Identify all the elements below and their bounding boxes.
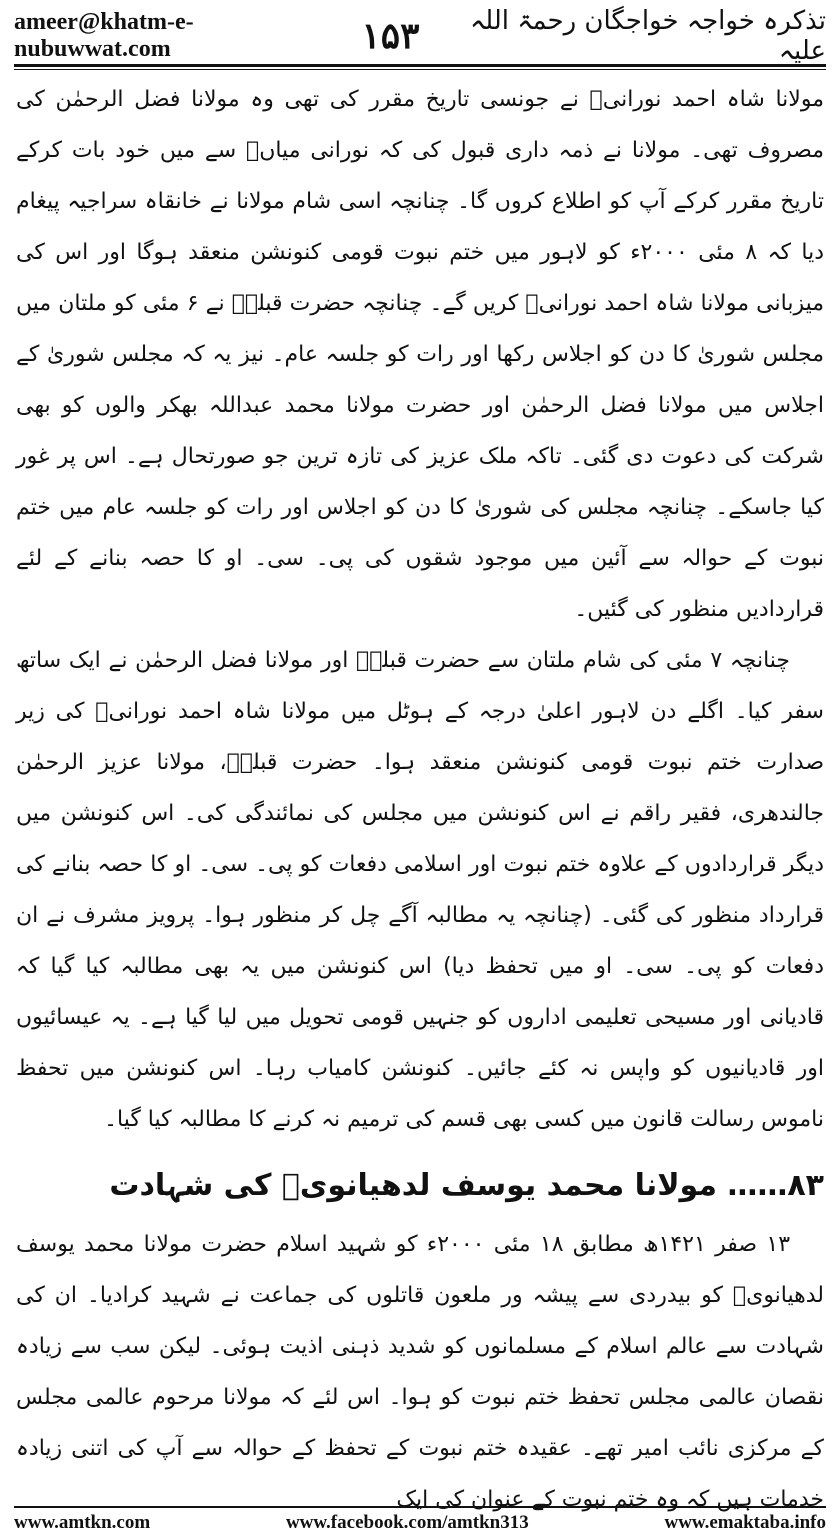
page-number: ۱۵۳ <box>361 15 420 57</box>
section-heading: ۸۳…… مولانا محمد یوسف لدھیانویؒ کی شہادت <box>109 1168 824 1203</box>
page-header <box>14 8 826 64</box>
body-paragraph: ۱۳ صفر ۱۴۲۱ھ مطابق ۱۸ مئی ۲۰۰۰ء کو شہید اسلام حضرت مولانا محمد یوسف لدھیانویؒ کو بیدردی سے پیشہ ور ملعون قاتلوں کی جماعت نے شہید کرادیا۔ ان کی شہادت سے عالم اسلام کے مسلمانوں کو شدید ذہنی اذیت ہوئی۔ لیکن سب سے زیادہ نقصان عالمی مجلس تحفظ ختم نبوت کو ہوا۔ اس لئے کہ مولانا مرحوم عالمی مجلس کے مرکزی نائب امیر تھے۔ عقیدہ ختم نبوت کے تحفظ کے حوالہ سے آپ کی اتنی زیادہ خدمات ہیں کہ وہ ختم نبوت کے عنوان کی ایک <box>16 1232 824 1512</box>
header-rule <box>14 64 826 67</box>
header-left-group <box>14 9 419 63</box>
page-body <box>16 74 824 1525</box>
header-rule-thin <box>14 69 826 70</box>
footer-link-amtkn[interactable]: www.amtkn.com <box>14 1512 151 1533</box>
footer-link-emaktaba[interactable]: www.emaktaba.info <box>664 1512 826 1533</box>
header-email: ameer@khatm-e-nubuwwat.com <box>14 9 194 62</box>
body-paragraph: چنانچہ ۷ مئی کی شام ملتان سے حضرت قبلہؒ اور مولانا فضل الرحمٰن نے ایک ساتھ سفر کیا۔ اگلے دن لاہور اعلیٰ درجہ کے ہوٹل میں مولانا شاہ احمد نورانیؒ کی زیر صدارت ختم نبوت قومی کنونشن منعقد ہوا۔ حضرت قبلہؒ، مولانا عزیز الرحمٰن جالندھری، فقیر راقم نے اس کنونشن میں مجلس کی نمائندگی کی۔ اس کنونشن میں دیگر قراردادوں کے علاوہ ختم نبوت اور اسلامی دفعات کو پی۔ سی۔ او کا حصہ بنانے کی قرارداد منظور کی گئی۔ (چنانچہ یہ مطالبہ آگے چل کر منظور ہوا۔ پرویز مشرف نے ان دفعات کو پی۔ سی۔ او میں تحفظ دیا) اس کنونشن میں یہ بھی مطالبہ کیا گیا کہ قادیانی اور مسیحی تعلیمی اداروں کو جنہیں قومی تحویل میں لیا گیا ہے۔ یہ عیسائیوں اور قادیانیوں کو واپس نہ کئے جائیں۔ کنونشن کامیاب رہا۔ اس کنونشن میں تحفظ ناموس رسالت قانون میں کسی بھی قسم کی ترمیم نہ کرنے کا مطالبہ کیا گیا۔ <box>16 648 824 1132</box>
body-paragraph: مولانا شاہ احمد نورانیؒ نے جونسی تاریخ مقرر کی تھی وہ مولانا فضل الرحمٰن کی مصروف تھی۔ مولانا نے ذمہ داری قبول کی کہ نورانی میاںؒ سے میں خود بات کرکے تاریخ مقرر کرکے آپ کو اطلاع کروں گا۔ چنانچہ اسی شام مولانا نے خانقاہ سراجیہ پیغام دیا کہ ۸ مئی ۲۰۰۰ء کو لاہور میں ختم نبوت قومی کنونشن منعقد ہوگا اور اس کی میزبانی مولانا شاہ احمد نورانیؒ کریں گے۔ چنانچہ حضرت قبلہؒ نے ۶ مئی کو ملتان میں مجلس شوریٰ کا دن کو اجلاس رکھا اور رات کو جلسہ عام۔ نیز یہ کہ مجلس شوریٰ کے اجلاس میں مولانا فضل الرحمٰن اور حضرت مولانا محمد عبداللہ بھکر والوں کو بھی شرکت کی دعوت دی گئی۔ تاکہ ملک عزیز کی تازہ ترین جو صورتحال ہے۔ اس پر غور کیا جاسکے۔ چنانچہ مجلس کی شوریٰ کا دن کو اجلاس اور رات کو جلسہ عام میں ختم نبوت کے حوالہ سے آئین میں موجود شقوں کی پی۔ سی۔ او کا حصہ بنانے کے لئے قراردادیں منظور کی گئیں۔ <box>16 87 825 622</box>
footer-rule <box>14 1506 826 1508</box>
footer-link-facebook[interactable]: www.facebook.com/amtkn313 <box>285 1512 529 1533</box>
page-footer <box>14 1510 826 1536</box>
book-title: تذکرہ خواجہ خواجگان رحمۃ اللہ علیہ <box>470 6 826 66</box>
